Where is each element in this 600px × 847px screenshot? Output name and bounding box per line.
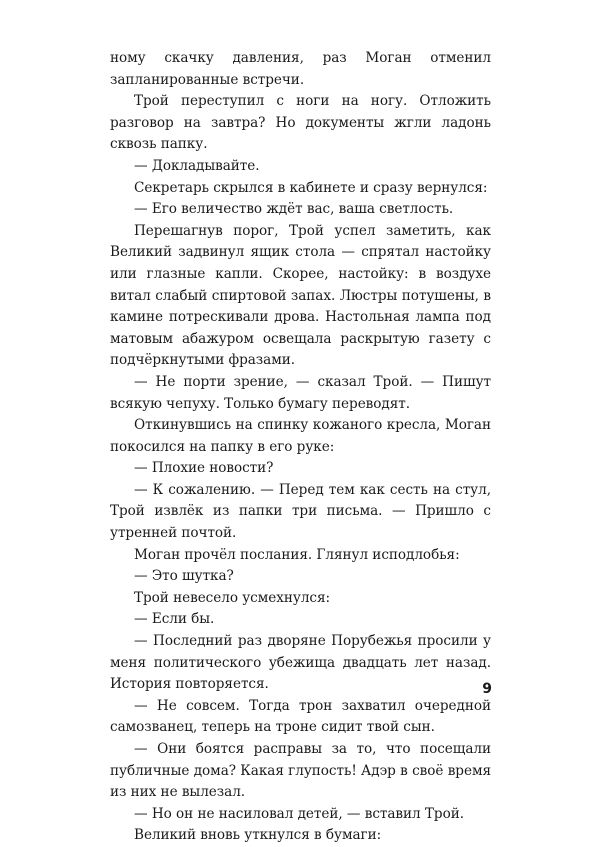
paragraph-15: — Последний раз дворяне Порубежья просили у меня политического убежища двадцать лет назад. История повторяется. (110, 633, 491, 693)
paragraph-9: — Плохие новости? (134, 460, 274, 477)
paragraph-17: — Они боятся расправы за то, что посещали публичные дома? Какая глупость! Адэр в своё время из них не вылезал. (110, 741, 491, 801)
paragraph-1: ному скачку давления, раз Моган отменил запланированные встречи. (110, 50, 491, 88)
paragraph-2: Трой переступил с ноги на ногу. Отложить разговор на завтра? Но документы жгли ладонь сквозь папку. (110, 93, 491, 153)
paragraph-3: — Докладывайте. (134, 157, 260, 174)
main-text (110, 48, 491, 847)
paragraph-16: — Не совсем. Тогда трон захватил очередной самозванец, теперь на троне сидит твой сын. (110, 697, 491, 736)
paragraph-6: Перешагнув порог, Трой успел заметить, как Великий задвинул ящик стола — спрятал настойку или глазные капли. Скорее, настойку: в воздухе витал слабый спиртовой запах. Люстры потушены, в камине потрескивали дрова. Настольная лампа под матовым абажуром освещала раскрытую газету с подчёркнутыми фразами. (110, 222, 491, 369)
paragraph-4: Секретарь скрылся в кабинете и сразу вернулся: (134, 179, 488, 196)
paragraph-18: — Но он не насиловал детей, — вставил Трой. (134, 805, 464, 822)
paragraph-8: Откинувшись на спинку кожаного кресла, Моган покосился на папку в его руке: (110, 417, 491, 455)
paragraph-5: — Его величество ждёт вас, ваша светлость. (134, 201, 454, 218)
paragraph-19: Великий вновь уткнулся в бумаги: (134, 827, 382, 844)
paragraph-11: Моган прочёл послания. Глянул исподлобья: (134, 546, 460, 563)
paragraph-10: — К сожалению. — Перед тем как сесть на стул, Трой извлёк из папки три письма. — Пришло с утренней почтой. (110, 481, 491, 542)
paragraph-7: — Не порти зрение, — сказал Трой. — Пишут всякую чепуху. Только бумагу переводят. (110, 373, 491, 412)
paragraph-13: Трой невесело усмехнулся: (134, 589, 331, 606)
page-number: 9 (482, 681, 492, 697)
paragraph-12: — Это шутка? (134, 568, 234, 585)
paragraph-14: — Если бы. (134, 611, 215, 628)
